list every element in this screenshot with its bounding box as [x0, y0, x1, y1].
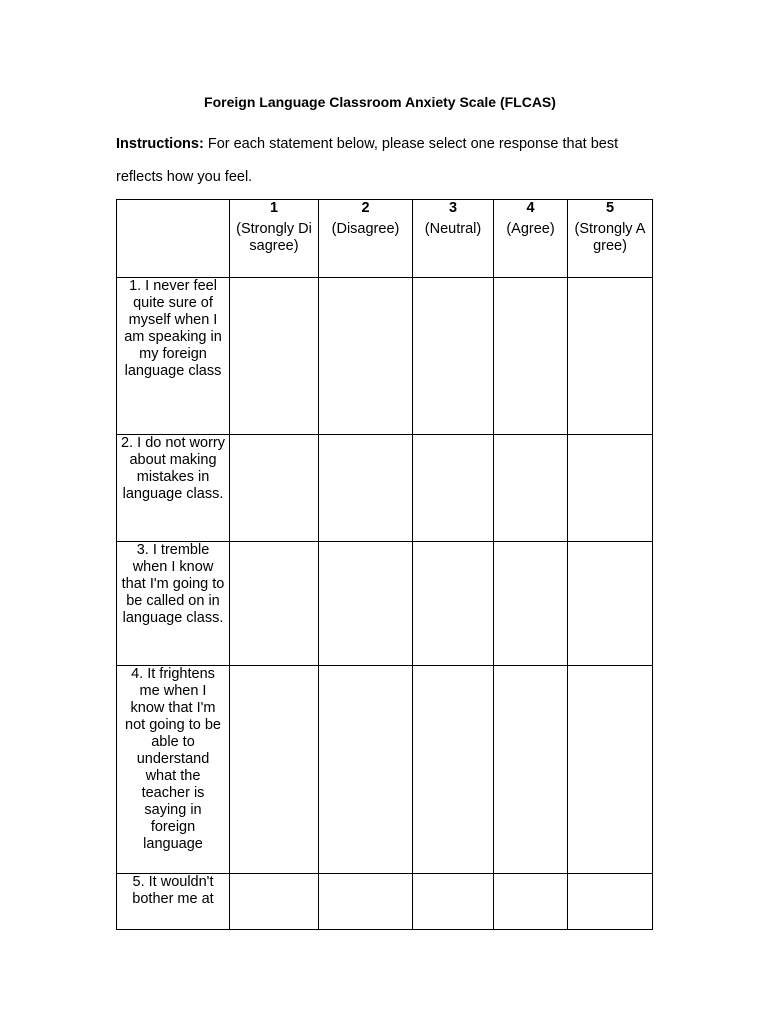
scale-label: (Strongly Agree) [574, 221, 646, 254]
statement-row [117, 435, 653, 542]
page-title: Foreign Language Classroom Anxiety Scale (FLCAS) [204, 94, 556, 110]
header-scale-5 [568, 200, 653, 278]
statement-text: 3. I tremble when I know that I'm going to be called on in language class. [117, 542, 230, 666]
header-blank-cell [117, 200, 230, 278]
response-cell[interactable] [230, 874, 319, 930]
scale-number: 3 [448, 200, 458, 216]
scale-label: (Neutral) [424, 221, 482, 237]
scale-number: 4 [526, 200, 535, 216]
response-cell[interactable] [568, 542, 653, 666]
response-cell[interactable] [413, 278, 494, 435]
anxiety-scale-table [116, 199, 653, 930]
instructions-text: For each statement below, please select one response that best reflects how you feel. [116, 136, 619, 185]
response-cell[interactable] [319, 278, 413, 435]
statement-row [117, 542, 653, 666]
response-cell[interactable] [494, 666, 568, 874]
response-cell[interactable] [568, 435, 653, 542]
response-cell[interactable] [568, 278, 653, 435]
response-cell[interactable] [230, 278, 319, 435]
response-cell[interactable] [413, 542, 494, 666]
scale-number: 2 [361, 200, 370, 216]
header-row [117, 200, 653, 278]
response-cell[interactable] [494, 435, 568, 542]
response-cell[interactable] [319, 542, 413, 666]
statement-row [117, 874, 653, 930]
scale-label: (Disagree) [331, 221, 400, 237]
statement-row [117, 666, 653, 874]
header-scale-2 [319, 200, 413, 278]
statement-text: 4. It frightens me when I know that I'm not going to be able to understand what the teacher is saying in foreign language [117, 666, 230, 874]
response-cell[interactable] [494, 542, 568, 666]
response-cell[interactable] [230, 666, 319, 874]
response-cell[interactable] [568, 666, 653, 874]
header-scale-4 [494, 200, 568, 278]
statement-row [117, 278, 653, 435]
response-cell[interactable] [413, 666, 494, 874]
response-cell[interactable] [319, 666, 413, 874]
statement-text: 5. It wouldn't bother me at [117, 874, 230, 930]
header-scale-1 [230, 200, 319, 278]
response-cell[interactable] [413, 435, 494, 542]
response-cell[interactable] [494, 278, 568, 435]
response-cell[interactable] [319, 874, 413, 930]
statement-text: 1. I never feel quite sure of myself when I am speaking in my foreign language class [117, 278, 230, 435]
response-cell[interactable] [230, 542, 319, 666]
scale-label: (Strongly Disagree) [236, 221, 312, 254]
response-cell[interactable] [230, 435, 319, 542]
scale-number: 1 [269, 200, 279, 216]
response-cell[interactable] [494, 874, 568, 930]
response-cell[interactable] [319, 435, 413, 542]
response-cell[interactable] [413, 874, 494, 930]
response-cell[interactable] [568, 874, 653, 930]
header-scale-3 [413, 200, 494, 278]
scale-label: (Agree) [506, 221, 555, 237]
scale-number: 5 [605, 200, 615, 216]
instructions [116, 128, 656, 194]
instructions-label: Instructions: [116, 136, 204, 152]
statement-text: 2. I do not worry about making mistakes in language class. [117, 435, 230, 542]
